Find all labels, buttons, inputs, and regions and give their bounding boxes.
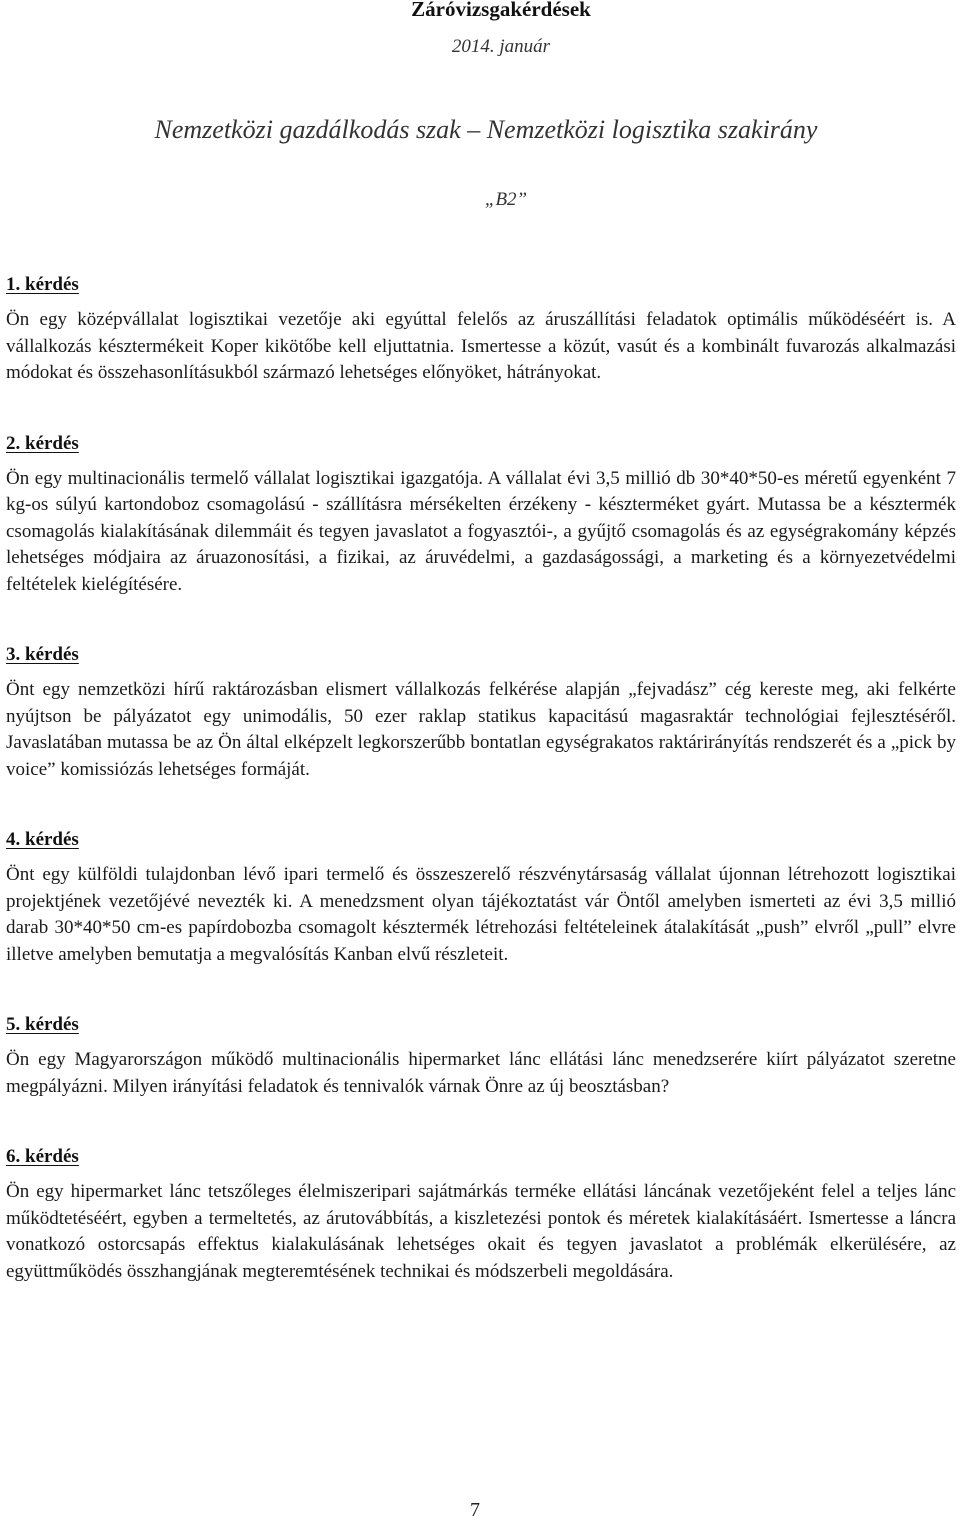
question-text: Ön egy multinacionális termelő vállalat logisztikai igazgatója. A vállalat évi 3,5 millió db 30*40*50-es méretű egyenként 7 kg-os súlyú kartondoboz csomagolású - szállításra mérsékelten érzékeny - készterméket gyárt. Mutassa be a késztermék csomagolás kialakításának dilemmáit és tegyen javaslatot a fogyasztói-, a gyűjtő csomagolás és az egységrakomány képzés lehetséges módjaira az áruazonosítási, a fizikai, az áruvédelmi, a gazdaságossági, a marketing és a környezetvédelmi feltételek kielégítésére. bbox=[6, 467, 956, 595]
question-3 bbox=[6, 642, 956, 783]
question-text: Ön egy Magyarországon működő multinacionális hipermarket lánc ellátási lánc menedzserére kiírt pályázatot szeretne megpályázni. Milyen irányítási feladatok és tennivalók várnak Önre az új beosztásban? bbox=[6, 1049, 956, 1097]
question-5 bbox=[6, 1012, 956, 1100]
question-2 bbox=[6, 431, 956, 599]
question-heading: 1. kérdés bbox=[6, 274, 79, 295]
question-text: Önt egy külföldi tulajdonban lévő ipari termelő és összeszerelő részvénytársaság vállalat újonnan létrehozott logisztikai projektjének vezetőjévé nevezték ki. A menedzsment olyan tájékoztatást vár Öntől amelyben ismerteti az évi 3,5 millió darab 30*40*50 cm-es papírdobozba csomagolt késztermék létrehozási feltételeinek átalakítását „push” elvről „pull” elvre illetve amelyben bemutatja a megvalósítás Kanban elvű részleteit. bbox=[6, 864, 956, 965]
question-4 bbox=[6, 827, 956, 968]
question-heading: 6. kérdés bbox=[6, 1146, 79, 1167]
question-6 bbox=[6, 1144, 956, 1285]
program-name: Nemzetközi gazdálkodás szak – Nemzetközi logisztika szakirány bbox=[154, 115, 818, 144]
document-date: 2014. január bbox=[451, 36, 551, 57]
question-heading: 4. kérdés bbox=[6, 829, 79, 850]
question-text: Ön egy középvállalat logisztikai vezetője aki egyúttal felelős az áruszállítási feladatok optimális működéséért is. A vállalkozás késztermékeit Koper kikötőbe kell eljuttatnia. Ismertesse a közút, vasút és a kombinált fuvarozás alkalmazási módokat és összehasonlításukból származó lehetséges előnyöket, hátrányokat. bbox=[6, 309, 956, 383]
question-text: Ön egy hipermarket lánc tetszőleges élelmiszeripari sajátmárkás terméke ellátási láncának vezetőjeként felel a teljes lánc működtetéséért, egyben a termeltetés, az árutovábbítás, a kiszletezési pontok és méretek kialakításáért. Ismertesse a láncra vonatkozó ostorcsapás effektus kialakulásának lehetséges okait és tegyen javaslatot a problémák elkerülésére, az együttműködés összhangjának megteremtésének technikai és módszerbeli megoldására. bbox=[6, 1181, 956, 1282]
question-list bbox=[6, 272, 956, 1329]
document-title: Záróvizsgakérdések bbox=[411, 0, 591, 21]
question-1 bbox=[6, 272, 956, 387]
question-heading: 2. kérdés bbox=[6, 432, 79, 454]
page-number: 7 bbox=[470, 1499, 480, 1521]
level-label: „B2” bbox=[484, 189, 528, 210]
question-heading: 3. kérdés bbox=[6, 644, 79, 665]
question-heading: 5. kérdés bbox=[6, 1014, 79, 1035]
question-text: Önt egy nemzetközi hírű raktározásban elismert vállalkozás felkérése alapján „fejvadász” cég kereste meg, aki felkérte nyújtson be pályázatot egy unimodális, 50 ezer raklap statikus kapacitású magasraktár technológiai fejlesztéséről. Javaslatában mutassa be az Ön által elképzelt legkorszerűbb bontatlan egységrakatos raktárirányítás rendszerét és a „pick by voice” komissiózás lehetséges formáját. bbox=[6, 679, 956, 780]
